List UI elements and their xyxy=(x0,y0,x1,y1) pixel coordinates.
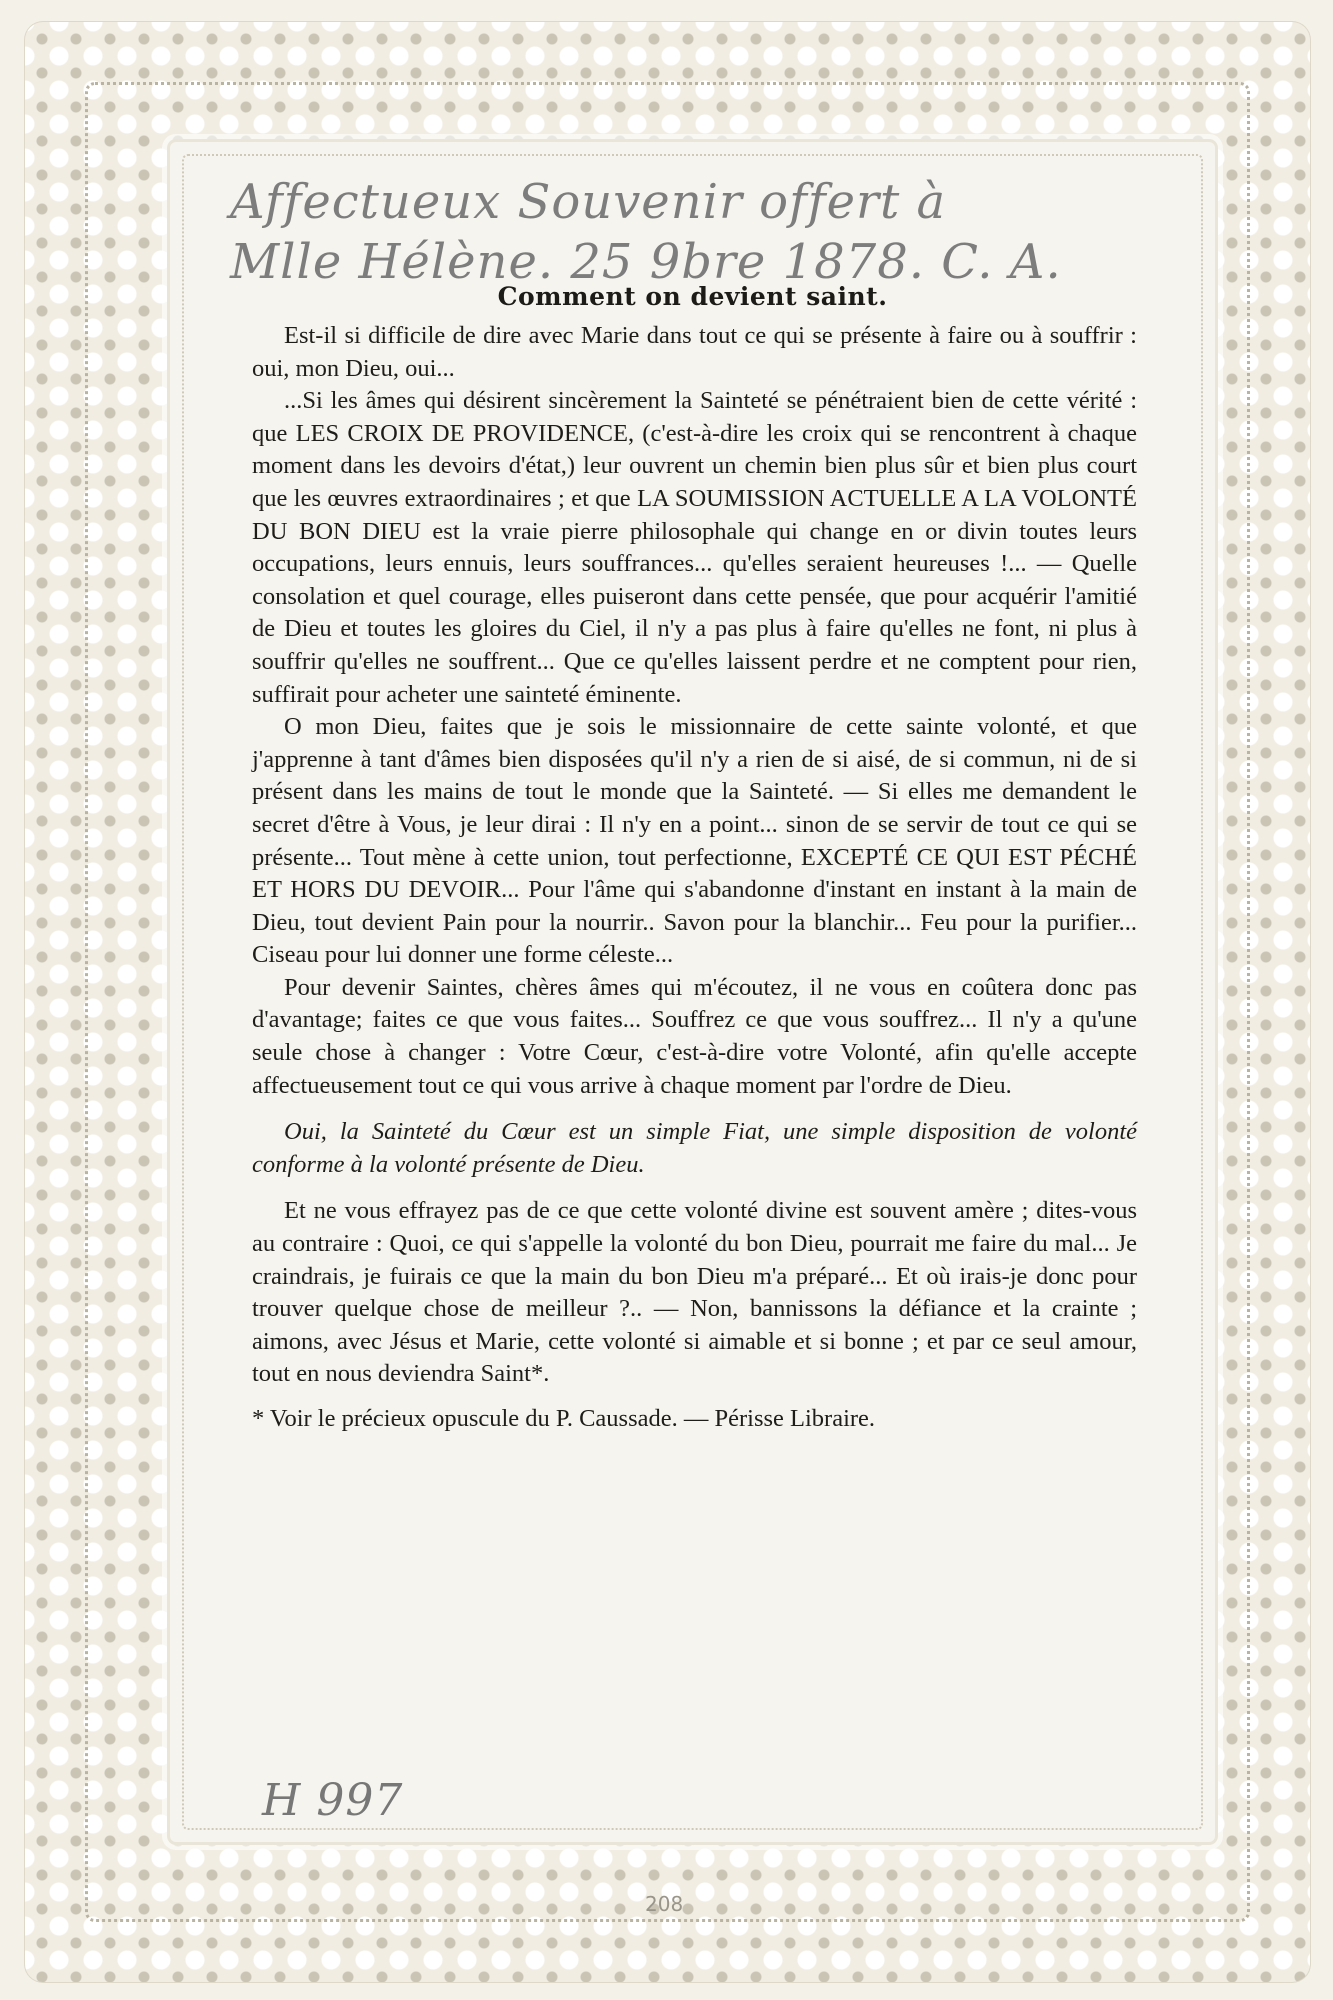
body-text xyxy=(252,320,1137,1436)
handwritten-dedication xyxy=(230,172,1190,292)
dedication-line-1: Affectueux Souvenir offert à xyxy=(230,174,947,230)
text-panel xyxy=(170,142,1215,1842)
inventory-mark: H 997 xyxy=(262,1775,404,1826)
paragraph-2: ...Si les âmes qui désirent sincèrement la Sainteté se pénétraient bien de cette vérité : que LES CROIX DE PROVIDENCE, (c'est-à-dire les croix qui se rencontrent à chaque moment dans les devoirs d'état,) leur ouvrent un chemin bien plus sûr et bien plus court que les œuvres extraordinaires ; et que LA SOUMISSION ACTUELLE A LA VOLONTÉ DU BON DIEU est la vraie pierre philosophale qui change en or divin toutes leurs occupations, leurs ennuis, leurs souffrances... qu'elles seraient heureuses !... — Quelle consolation et quel courage, elles puiseront dans cette pensée, que pour acquérir l'amitié de Dieu et toutes les gloires du Ciel, il n'y a pas plus à faire qu'elles ne font, ni plus à souffrir qu'elles ne souffrent... Que ce qu'elles laissent perdre et ne comptent pour rien, suffirait pour acheter une sainteté éminente. xyxy=(252,387,1137,708)
dedication-line-2: Mlle Hélène. 25 9bre 1878. C. A. xyxy=(230,234,1062,290)
footnote: * Voir le précieux opuscule du P. Caussade. — Périsse Libraire. xyxy=(252,1405,876,1432)
card-number: 208 xyxy=(645,1892,684,1916)
holy-card xyxy=(25,22,1310,1982)
paragraph-6: Et ne vous effrayez pas de ce que cette volonté divine est souvent amère ; dites-vous au contraire : Quoi, ce qui s'appelle la volonté du bon Dieu, pourrait me faire du mal... Je craindrais, je fuirais ce que la main du bon Dieu m'a préparé... Et où irais-je donc pour trouver quelque chose de meilleur ?.. — Non, bannissons la défiance et la crainte ; aimons, avec Jésus et Marie, cette volonté si aimable et si bonne ; et par ce seul amour, tout en nous deviendra Saint*. xyxy=(252,1197,1137,1388)
page-title: Comment on devient saint. xyxy=(497,282,888,311)
paragraph-4: Pour devenir Saintes, chères âmes qui m'écoutez, il ne vous en coûtera donc pas d'avantage; faites ce que vous faites... Souffrez ce que vous souffrez... Il n'y a qu'une seule chose à changer : Votre Cœur, c'est-à-dire votre Volonté, afin qu'elle accepte affectueusement tout ce qui vous arrive à chaque moment par l'ordre de Dieu. xyxy=(252,973,1137,1099)
paragraph-3: O mon Dieu, faites que je sois le missionnaire de cette sainte volonté, et que j'apprenne à tant d'âmes bien disposées qu'il n'y a rien de si aisé, de si commun, ni de si présent dans les mains de tout le monde que la Sainteté. — Si elles me demandent le secret d'être à Vous, je leur dirai : Il n'y en a point... sinon de se servir de tout ce qui se présente... Tout mène à cette union, tout perfectionne, EXCEPTÉ CE QUI EST PÉCHÉ ET HORS DU DEVOIR... Pour l'âme qui s'abandonne d'instant en instant à la main de Dieu, tout devient Pain pour la nourrir.. Savon pour la blanchir... Feu pour la purifier... Ciseau pour lui donner une forme céleste... xyxy=(252,713,1137,969)
paragraph-1: Est-il si difficile de dire avec Marie dans tout ce qui se présente à faire ou à souffrir : oui, mon Dieu, oui... xyxy=(252,322,1137,382)
paragraph-5: Oui, la Sainteté du Cœur est un simple Fiat, une simple disposition de volonté conforme à la volonté présente de Dieu. xyxy=(252,1118,1137,1178)
